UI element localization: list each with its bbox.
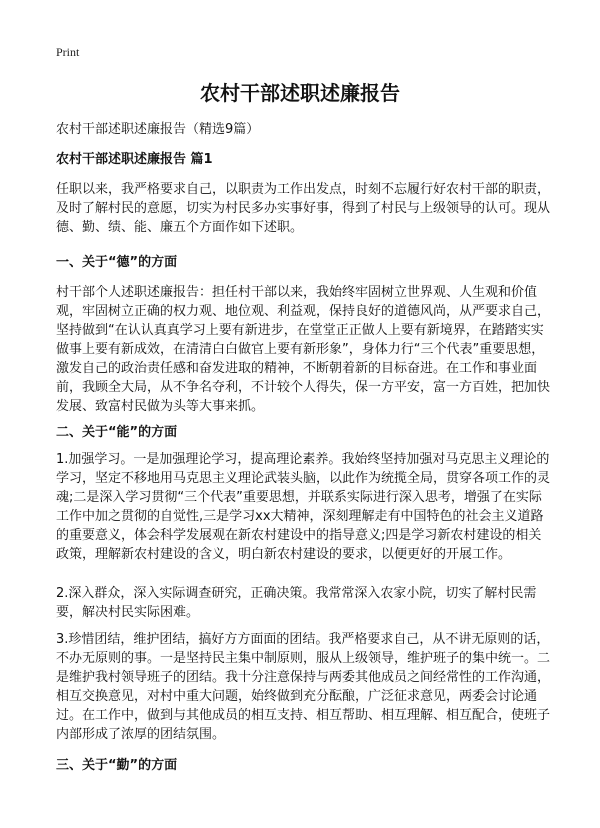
paragraph-de: 村干部个人述职述廉报告：担任村干部以来，我始终牢固树立世界观、人生观和价值观，牢固树立正确的权力观、地位观、利益观，保持良好的道德风尚，从严要求自己，坚持做到“在认认真真学习上要有新进步，在堂堂正正做人上要有新境界，在踏踏实实做事上要有新成效，在清清白白做官上要有新形象”，身体力行“三个代表”重要思想，激发自己的政治责任感和奋发进取的精神，不断朝着新的目标奋进。在工作和事业面前，我顾全大局，从不争名夺利，不计较个人得失，保一方平安，富一方百姓，把加快发展、致富村民做为头等大事来抓。 [56,285,551,414]
intro-paragraph: 任职以来，我严格要求自己，以职责为工作出发点，时刻不忘履行好农村干部的职责，及时了解村民的意愿，切实为村民多办实事好事，得到了村民与上级领导的认可。现从德、勤、绩、能、廉五个方面作如下述职。 [56,182,551,235]
document-title: 农村干部述职述廉报告 [200,81,400,105]
paragraph-research: 2.深入群众，深入实际调查研究，正确决策。我常常深入农家小院，切实了解村民需要，解决村民实际困难。 [56,586,537,620]
paragraph-learning: 1.加强学习。一是加强理论学习，提高理论素养。我始终坚持加强对马克思主义理论的学习，坚定不移地用马克思主义理论武装头脑，以此作为统揽全局，贯穿各项工作的灵魂;二是深入学习贯彻“三个代表”重要思想，并联系实际进行深入思考，增强了在实际工作中加之贯彻的自觉性,三是学习xx大精神，深刻理解走有中国特色的社会主义道路的重要意义，体会科学发展观在新农村建设中的指导意义;四是学习新农村建设的相关政策，理解新农村建设的含义，明白新农村建设的要求，以便更好的开展工作。 [56,452,551,562]
chapter-heading: 农村干部述职述廉报告 篇1 [56,152,213,167]
paragraph-unity: 3.珍惜团结，维护团结，搞好方方面面的团结。我严格要求自己，从不讲无原则的话，不办无原则的事。一是坚持民主集中制原则，服从上级领导，维护班子的集中统一。二是维护我村领导班子的团结。我十分注意保持与两委其他成员之间经常性的工作沟通，相互交换意见，对村中重大问题，始终做到充分酝酿，广泛征求意见，两委会讨论通过。在工作中，做到与其他成员的相互支持、相互帮助、相互理解、相互配合，使班子内部形成了浓厚的团结氛围。 [56,632,551,742]
print-link[interactable]: Print [56,45,80,59]
section-heading-neng: 二、关于“能”的方面 [56,425,178,440]
section-heading-qin: 三、关于“勤”的方面 [56,758,178,773]
document-subtitle: 农村干部述职述廉报告（精选9篇） [56,122,260,137]
section-heading-de: 一、关于“德”的方面 [56,255,178,270]
